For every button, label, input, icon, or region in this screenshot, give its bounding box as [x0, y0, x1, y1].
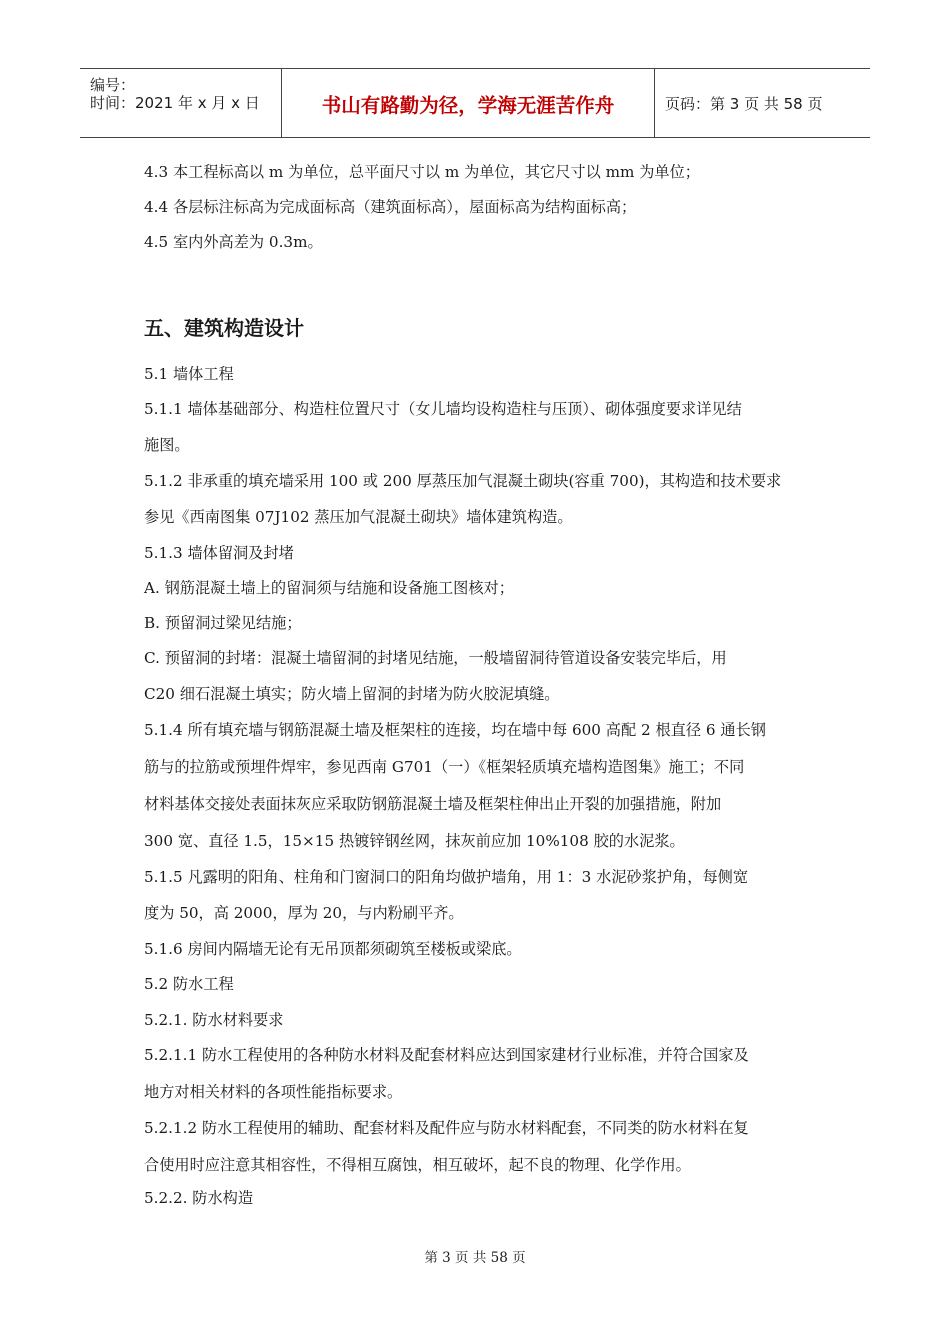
body-line: 5.2 防水工程	[144, 975, 234, 993]
body-line: 5.2.1.2 防水工程使用的辅助、配套材料及配件应与防水材料配套，不同类的防水材料在复	[144, 1119, 749, 1137]
body-line: 5.1.2 非承重的填充墙采用 100 或 200 厚蒸压加气混凝土砌块(容重 700)，其构造和技术要求	[144, 472, 782, 490]
body-line: 5.1.3 墙体留洞及封堵	[144, 544, 294, 562]
body-line: 300 宽、直径 1.5，15×15 热镀锌钢丝网，抹灰前应加 10%108 胶的水泥浆。	[144, 832, 685, 850]
body-line: C. 预留洞的封堵：混凝土墙留洞的封堵见结施，一般墙留洞待管道设备安装完毕后，用	[144, 649, 727, 667]
body-line: 4.3 本工程标高以 m 为单位，总平面尺寸以 m 为单位，其它尺寸以 mm 为单位；	[144, 163, 700, 181]
body-line: 合使用时应注意其相容性，不得相互腐蚀，相互破坏，起不良的物理、化学作用。	[144, 1156, 691, 1174]
body-line: 度为 50，高 2000，厚为 20，与内粉刷平齐。	[144, 904, 464, 922]
body-line: 4.5 室内外高差为 0.3m。	[144, 233, 323, 251]
time-label: 时间：2021 年 x 月 x 日	[90, 94, 260, 112]
body-line: C20 细石混凝土填实；防火墙上留洞的封堵为防火胶泥填缝。	[144, 685, 560, 703]
body-line: 5.2.2. 防水构造	[144, 1189, 254, 1207]
body-line: 5.1.1 墙体基础部分、构造柱位置尺寸（女儿墙均设构造柱与压顶）、砌体强度要求详见结	[144, 400, 742, 418]
body-line: 5.1.6 房间内隔墙无论有无吊顶都须砌筑至楼板或梁底。	[144, 940, 522, 958]
page-footer: 第 3 页 共 58 页	[424, 1250, 526, 1266]
body-line: 5.2.1. 防水材料要求	[144, 1011, 284, 1029]
body-line: 筋与的拉筋或预埋件焊牢，参见西南 G701（一）《框架轻质填充墙构造图集》施工；不同	[144, 758, 745, 776]
header-page-number: 页码：第 3 页 共 58 页	[665, 95, 823, 113]
body-line: 施图。	[144, 436, 190, 454]
body-line: A. 钢筋混凝土墙上的留洞须与结施和设备施工图核对；	[144, 579, 514, 597]
body-line: 地方对相关材料的各项性能指标要求。	[144, 1083, 403, 1101]
body-line: 5.2.1.1 防水工程使用的各种防水材料及配套材料应达到国家建材行业标准，并符合国家及	[144, 1046, 749, 1064]
body-line: 参见《西南图集 07J102 蒸压加气混凝土砌块》墙体建筑构造。	[144, 508, 573, 526]
header-motto-cell	[282, 69, 655, 137]
body-line: B. 预留洞过梁见结施；	[144, 614, 302, 632]
section-title: 五、建筑构造设计	[144, 316, 304, 340]
header-page-cell	[655, 69, 870, 137]
body-line: 5.1 墙体工程	[144, 365, 234, 383]
body-line: 4.4 各层标注标高为完成面标高（建筑面标高），屋面标高为结构面标高；	[144, 198, 637, 216]
body-line: 5.1.5 凡露明的阳角、柱角和门窗洞口的阳角均做护墙角，用 1：3 水泥砂浆护角，每侧宽	[144, 868, 749, 886]
motto-text: 书山有路勤为径，学海无涯苦作舟	[321, 94, 615, 117]
header-meta-cell	[80, 69, 282, 137]
body-line: 5.1.4 所有填充墙与钢筋混凝土墙及框架柱的连接，均在墙中每 600 高配 2 根直径 6 通长钢	[144, 721, 766, 739]
page-header	[80, 68, 870, 138]
code-label: 编号：	[90, 76, 136, 94]
body-line: 材料基体交接处表面抹灰应采取防钢筋混凝土墙及框架柱伸出止开裂的加强措施，附加	[144, 795, 722, 813]
